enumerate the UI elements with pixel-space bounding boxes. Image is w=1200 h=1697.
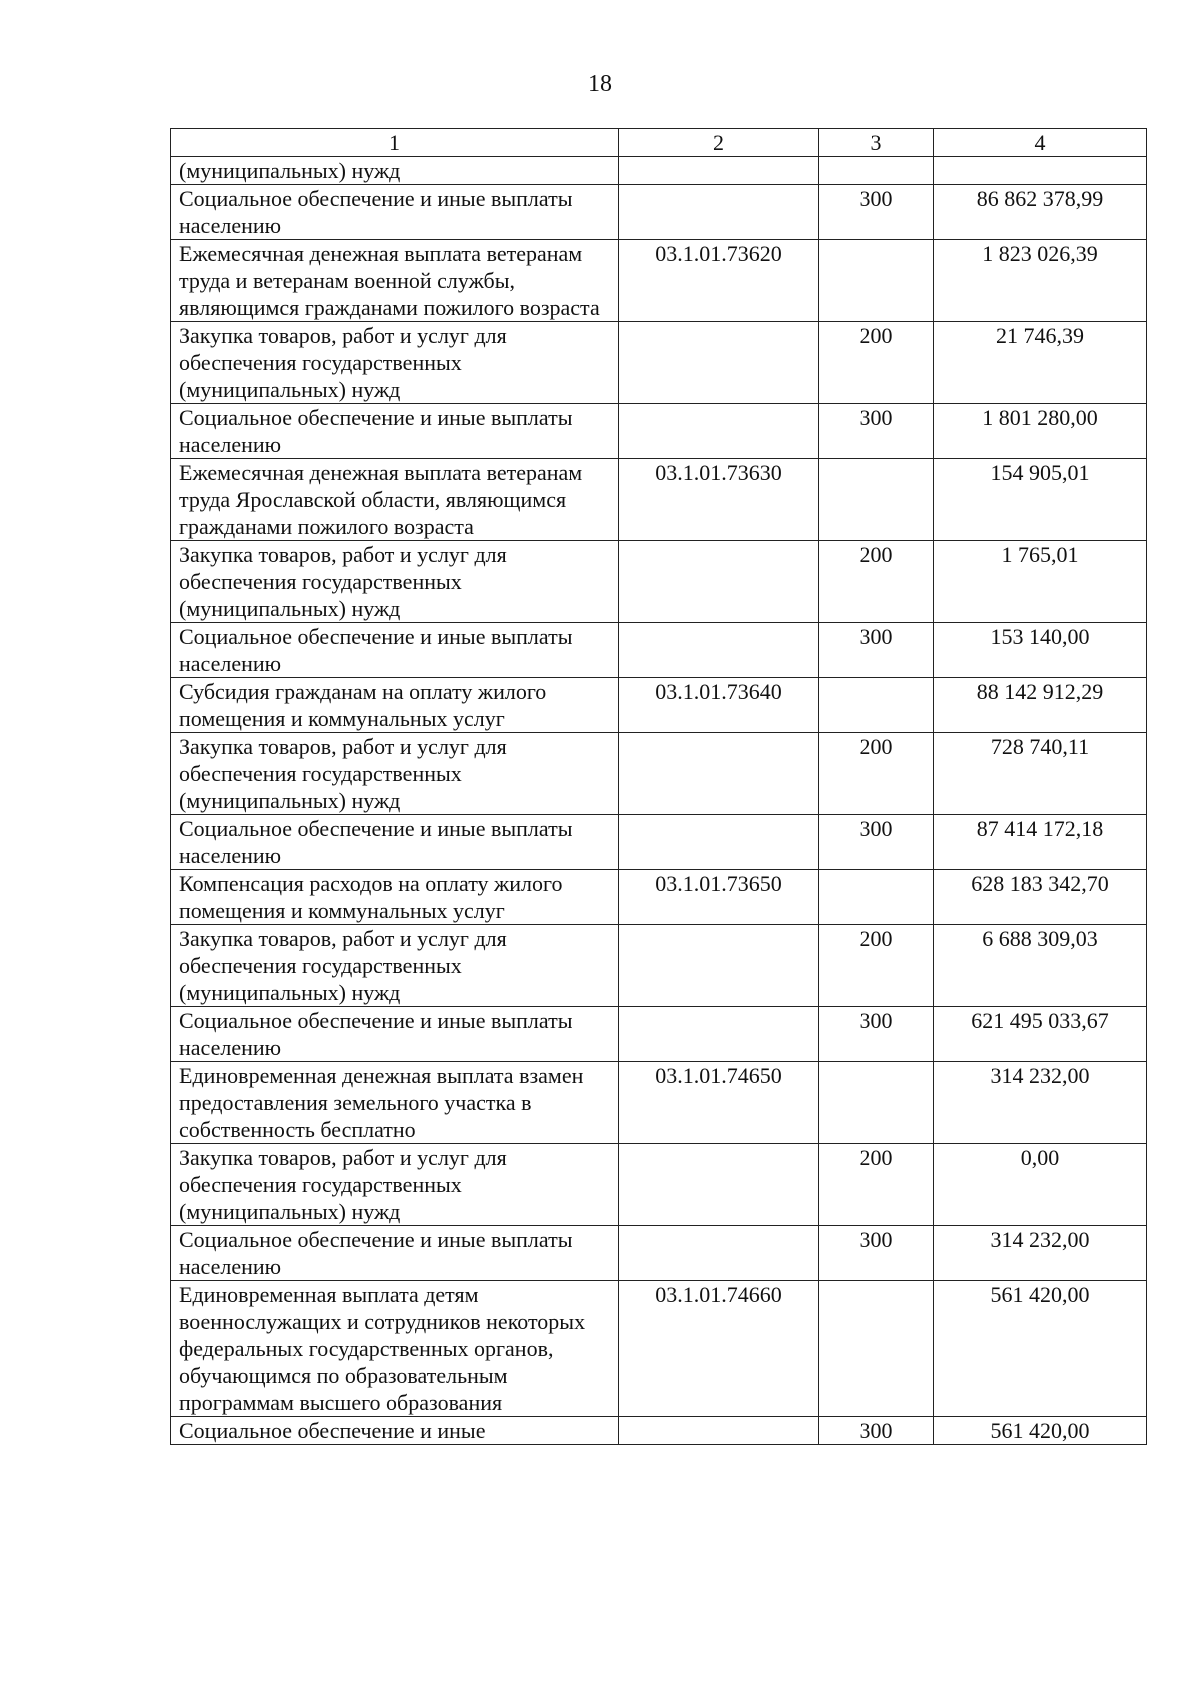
table-row <box>171 157 1147 185</box>
cell-name: Субсидия гражданам на оплату жилого помещения и коммунальных услуг <box>171 678 619 733</box>
cell-sum: 561 420,00 <box>934 1281 1147 1417</box>
column-header: 3 <box>819 129 934 157</box>
cell-sum: 154 905,01 <box>934 459 1147 541</box>
table-row <box>171 925 1147 1007</box>
cell-name: Социальное обеспечение и иные <box>171 1417 619 1445</box>
cell-code <box>619 185 819 240</box>
table-row <box>171 322 1147 404</box>
cell-name: Социальное обеспечение и иные выплаты населению <box>171 815 619 870</box>
cell-name: Ежемесячная денежная выплата ветеранам труда Ярославской области, являющимся гражданами пожилого возраста <box>171 459 619 541</box>
cell-type <box>819 1062 934 1144</box>
cell-name: Единовременная выплата детям военнослужащих и сотрудников некоторых федеральных государственных органов, обучающимся по образовательным программам высшего образования <box>171 1281 619 1417</box>
cell-code <box>619 815 819 870</box>
table-header-row <box>171 129 1147 157</box>
cell-name: Закупка товаров, работ и услуг для обеспечения государственных (муниципальных) нужд <box>171 733 619 815</box>
cell-type: 300 <box>819 1007 934 1062</box>
cell-sum: 628 183 342,70 <box>934 870 1147 925</box>
table-row <box>171 1062 1147 1144</box>
budget-table <box>170 128 1147 1445</box>
cell-code <box>619 322 819 404</box>
cell-sum: 153 140,00 <box>934 623 1147 678</box>
cell-name: Компенсация расходов на оплату жилого помещения и коммунальных услуг <box>171 870 619 925</box>
cell-code: 03.1.01.73620 <box>619 240 819 322</box>
cell-name: Единовременная денежная выплата взамен предоставления земельного участка в собственность бесплатно <box>171 1062 619 1144</box>
cell-name: Социальное обеспечение и иные выплаты населению <box>171 1007 619 1062</box>
cell-name: Ежемесячная денежная выплата ветеранам труда и ветеранам военной службы, являющимся гражданами пожилого возраста <box>171 240 619 322</box>
cell-sum: 561 420,00 <box>934 1417 1147 1445</box>
cell-type: 300 <box>819 185 934 240</box>
table-row <box>171 1417 1147 1445</box>
cell-name: (муниципальных) нужд <box>171 157 619 185</box>
cell-type: 200 <box>819 322 934 404</box>
table-row <box>171 1144 1147 1226</box>
cell-type <box>819 870 934 925</box>
cell-type: 300 <box>819 1417 934 1445</box>
cell-code <box>619 1144 819 1226</box>
cell-code <box>619 1007 819 1062</box>
table-row <box>171 870 1147 925</box>
cell-name: Закупка товаров, работ и услуг для обеспечения государственных (муниципальных) нужд <box>171 925 619 1007</box>
table-row <box>171 678 1147 733</box>
cell-sum: 314 232,00 <box>934 1226 1147 1281</box>
cell-name: Социальное обеспечение и иные выплаты населению <box>171 404 619 459</box>
table-row <box>171 541 1147 623</box>
cell-code: 03.1.01.73640 <box>619 678 819 733</box>
cell-sum: 6 688 309,03 <box>934 925 1147 1007</box>
cell-code: 03.1.01.73650 <box>619 870 819 925</box>
cell-sum: 21 746,39 <box>934 322 1147 404</box>
cell-sum: 728 740,11 <box>934 733 1147 815</box>
cell-type: 200 <box>819 733 934 815</box>
cell-sum: 88 142 912,29 <box>934 678 1147 733</box>
cell-name: Социальное обеспечение и иные выплаты населению <box>171 1226 619 1281</box>
cell-code <box>619 404 819 459</box>
cell-sum: 0,00 <box>934 1144 1147 1226</box>
cell-type <box>819 678 934 733</box>
cell-sum: 86 862 378,99 <box>934 185 1147 240</box>
table-row <box>171 240 1147 322</box>
cell-sum <box>934 157 1147 185</box>
cell-code <box>619 541 819 623</box>
cell-sum: 1 823 026,39 <box>934 240 1147 322</box>
cell-sum: 1 765,01 <box>934 541 1147 623</box>
cell-code: 03.1.01.73630 <box>619 459 819 541</box>
column-header: 1 <box>171 129 619 157</box>
cell-type <box>819 157 934 185</box>
cell-code <box>619 925 819 1007</box>
page-number: 18 <box>588 71 612 97</box>
cell-code <box>619 1226 819 1281</box>
cell-code: 03.1.01.74650 <box>619 1062 819 1144</box>
table-body <box>171 157 1147 1445</box>
cell-type: 300 <box>819 623 934 678</box>
table-row <box>171 404 1147 459</box>
cell-type <box>819 459 934 541</box>
cell-code: 03.1.01.74660 <box>619 1281 819 1417</box>
cell-type: 300 <box>819 404 934 459</box>
cell-type: 200 <box>819 1144 934 1226</box>
table-row <box>171 1226 1147 1281</box>
column-header: 4 <box>934 129 1147 157</box>
cell-sum: 621 495 033,67 <box>934 1007 1147 1062</box>
cell-type: 200 <box>819 925 934 1007</box>
table-row <box>171 815 1147 870</box>
table-row <box>171 459 1147 541</box>
cell-code <box>619 1417 819 1445</box>
cell-code <box>619 157 819 185</box>
cell-name: Закупка товаров, работ и услуг для обеспечения государственных (муниципальных) нужд <box>171 1144 619 1226</box>
cell-name: Закупка товаров, работ и услуг для обеспечения государственных (муниципальных) нужд <box>171 322 619 404</box>
table-row <box>171 733 1147 815</box>
cell-sum: 87 414 172,18 <box>934 815 1147 870</box>
cell-type: 200 <box>819 541 934 623</box>
cell-type: 300 <box>819 1226 934 1281</box>
cell-sum: 314 232,00 <box>934 1062 1147 1144</box>
table-row <box>171 623 1147 678</box>
cell-type <box>819 240 934 322</box>
table-row <box>171 185 1147 240</box>
cell-name: Социальное обеспечение и иные выплаты населению <box>171 623 619 678</box>
column-header: 2 <box>619 129 819 157</box>
table-row <box>171 1281 1147 1417</box>
cell-type: 300 <box>819 815 934 870</box>
cell-code <box>619 733 819 815</box>
cell-sum: 1 801 280,00 <box>934 404 1147 459</box>
table-row <box>171 1007 1147 1062</box>
cell-name: Социальное обеспечение и иные выплаты населению <box>171 185 619 240</box>
cell-code <box>619 623 819 678</box>
cell-type <box>819 1281 934 1417</box>
cell-name: Закупка товаров, работ и услуг для обеспечения государственных (муниципальных) нужд <box>171 541 619 623</box>
